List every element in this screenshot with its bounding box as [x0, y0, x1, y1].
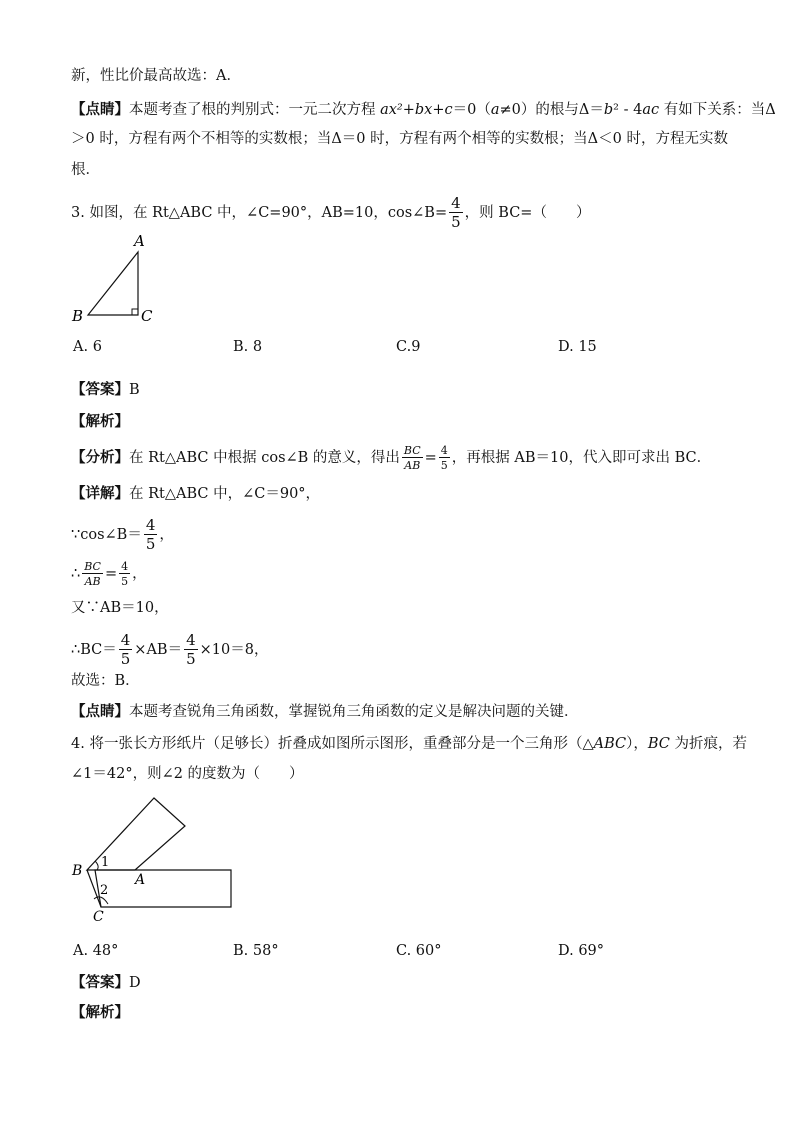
vertex-label-b: B — [72, 863, 83, 879]
fraction: $\frac{4}{5}$ — [451, 194, 461, 231]
fraction: $\frac{4}{5}$ — [186, 631, 196, 668]
step-line: ∴ $\frac{BC}{AB}$ = $\frac{4}{5}$ ， — [71, 560, 147, 588]
note-tag: 【点睛】 — [71, 101, 129, 118]
option-c: C. 60° — [396, 943, 442, 959]
answer-line: 【答案】D — [71, 974, 141, 991]
question-4: 4. 将一张长方形纸片（足够长）折叠成如图所示图形，重叠部分是一个三角形（△ABC），BC 为折痕，若 — [71, 736, 747, 752]
angle-1-label: 1 — [101, 855, 110, 870]
fraction: $\frac{4}{5}$ — [121, 560, 129, 588]
answer-line: 【答案】B — [71, 381, 140, 398]
fraction: $\frac{4}{5}$ — [440, 444, 448, 472]
question-4-cont: ∠1＝42°，则∠2 的度数为（ ） — [71, 766, 304, 782]
fraction: $\frac{4}{5}$ — [145, 516, 156, 553]
step-line: ∴BC＝ $\frac{4}{5}$ ×AB＝ $\frac{4}{5}$ ×10＝8， — [71, 631, 269, 668]
note-paragraph-line: ＞0 时，方程有两个不相等的实数根；当Δ＝0 时，方程有两个相等的实数根；当Δ＜0 时，方程无实数 — [71, 131, 728, 147]
option-d: D. 69° — [558, 943, 605, 959]
option-d: D. 15 — [558, 339, 597, 355]
vertex-label-b: B — [72, 307, 84, 325]
note-paragraph-line: 【点睛】本题考查了根的判别式：一元二次方程 ax²+bx+c＝0（a≠0）的根与Δ＝b² - 4ac 有如下关系：当Δ — [71, 101, 776, 118]
option-b: B. 8 — [233, 339, 263, 355]
analysis-line: 【分析】在 Rt△ABC 中根据 cos∠B 的意义，得出 $\frac{BC}{AB}$ = $\frac{4}{5}$ ，再根据 AB＝10，代入即可求出 BC． — [71, 444, 712, 472]
step-line: 故选：B． — [71, 673, 140, 689]
fraction: $\frac{4}{5}$ — [120, 631, 131, 668]
vertex-label-c: C — [93, 909, 104, 925]
detail-line: 【详解】在 Rt△ABC 中，∠C＝90°， — [71, 485, 321, 502]
step-line: ∵cos∠B＝ $\frac{4}{5}$ ， — [71, 516, 174, 553]
note-line: 【点睛】本题考查锐角三角函数，掌握锐角三角函数的定义是解决问题的关键． — [71, 703, 579, 720]
analysis-heading: 【解析】 — [71, 413, 129, 430]
analysis-heading: 【解析】 — [71, 1004, 129, 1021]
angle-2-label: 2 — [100, 883, 109, 898]
vertex-label-c: C — [141, 307, 153, 325]
option-c: C.9 — [396, 339, 421, 355]
option-a: A. 6 — [73, 339, 102, 355]
folded-rectangle-figure — [70, 795, 240, 930]
option-a: A. 48° — [73, 943, 119, 959]
fraction: $\frac{BC}{AB}$ — [84, 560, 101, 588]
fraction: $\frac{BC}{AB}$ — [403, 444, 421, 472]
step-line: 又∵AB＝10， — [71, 600, 169, 616]
right-triangle-figure — [70, 230, 170, 330]
option-b: B. 58° — [233, 943, 279, 959]
question-3: 3. 如图，在 Rt△ABC 中，∠C=90°，AB=10，cos∠B= $\frac{4}{5}$ ，则 BC=（ ） — [71, 194, 591, 231]
text-line: 新，性比价最高故选：A． — [71, 68, 241, 84]
equation: ax²+bx+c — [380, 102, 453, 118]
note-paragraph-line: 根． — [71, 162, 100, 178]
vertex-label-a: A — [135, 872, 146, 888]
vertex-label-a: A — [134, 232, 145, 250]
